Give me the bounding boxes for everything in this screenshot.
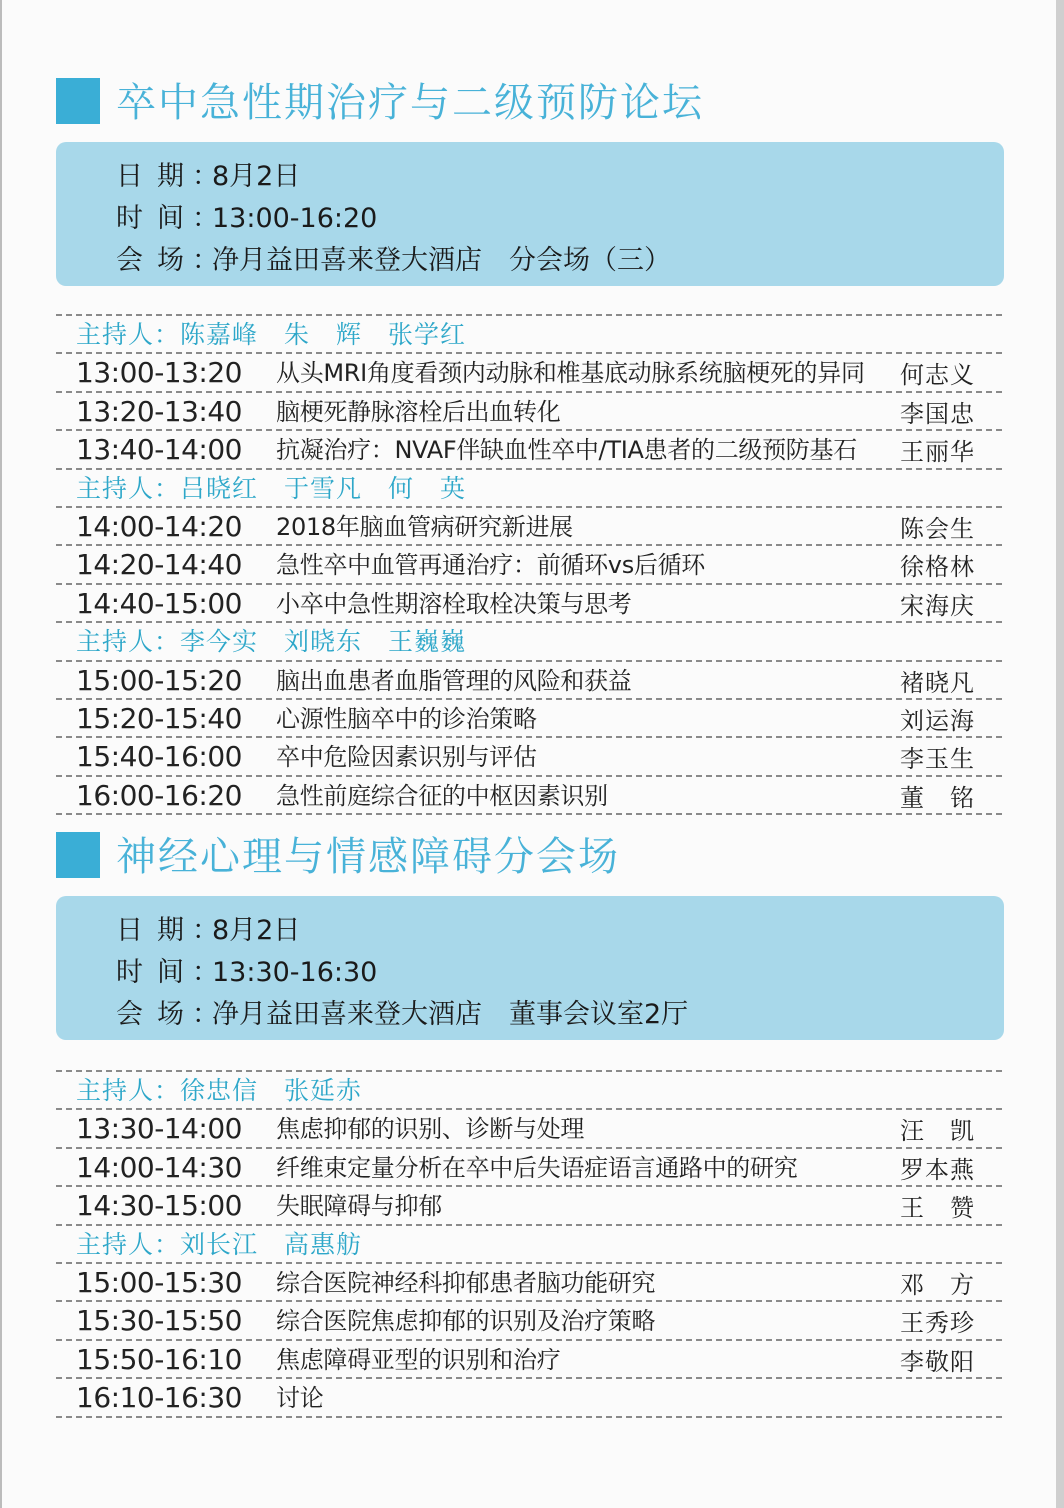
date-label: 日期 bbox=[116, 161, 198, 192]
talk-topic: 心源性脑卒中的诊治策略 bbox=[276, 704, 537, 733]
talk-speaker: 何志义 bbox=[900, 361, 975, 390]
talk-speaker: 王 赞 bbox=[900, 1194, 975, 1223]
table-row bbox=[56, 1302, 1002, 1340]
table-row bbox=[56, 1379, 1002, 1417]
host-row bbox=[56, 623, 1002, 661]
talk-topic: 卒中危险因素识别与评估 bbox=[276, 743, 537, 772]
info-box bbox=[56, 142, 1004, 286]
time-value: 13:30-16:30 bbox=[212, 957, 378, 988]
talk-topic: 综合医院神经科抑郁患者脑功能研究 bbox=[276, 1268, 656, 1297]
talk-time: 14:40-15:00 bbox=[76, 586, 242, 620]
host-row bbox=[56, 470, 1002, 508]
info-box bbox=[56, 896, 1004, 1040]
table-row bbox=[56, 1110, 1002, 1148]
talk-time: 16:10-16:30 bbox=[76, 1381, 242, 1415]
talk-speaker: 刘运海 bbox=[900, 706, 975, 735]
talk-time: 14:30-15:00 bbox=[76, 1189, 242, 1223]
talk-speaker: 徐格林 bbox=[900, 553, 975, 582]
section-header bbox=[0, 832, 1064, 892]
table-row bbox=[56, 585, 1002, 623]
venue-value: 净月益田喜来登大酒店 分会场（三） bbox=[212, 245, 671, 276]
talk-speaker: 邓 方 bbox=[900, 1270, 975, 1299]
host-names: 主持人：刘长江 高惠舫 bbox=[76, 1229, 363, 1259]
section-title: 卒中急性期治疗与二级预防论坛 bbox=[116, 80, 704, 126]
talk-speaker: 王丽华 bbox=[900, 438, 975, 467]
talk-topic: 急性卒中血管再通治疗：前循环vs后循环 bbox=[276, 551, 706, 580]
info-date: 日期：8月2日 bbox=[116, 156, 1004, 198]
info-venue: 会场：净月益田喜来登大酒店 董事会议室2厅 bbox=[116, 994, 1004, 1036]
talk-time: 15:00-15:20 bbox=[76, 663, 242, 697]
table-row bbox=[56, 508, 1002, 546]
section-marker-icon bbox=[56, 832, 100, 878]
section-marker-icon bbox=[56, 78, 100, 124]
time-label: 时间 bbox=[116, 957, 198, 988]
talk-time: 15:40-16:00 bbox=[76, 740, 242, 774]
talk-speaker: 李国忠 bbox=[900, 399, 975, 428]
table-row bbox=[56, 1187, 1002, 1225]
talk-time: 13:20-13:40 bbox=[76, 394, 242, 428]
talk-time: 16:00-16:20 bbox=[76, 778, 242, 812]
talk-time: 15:50-16:10 bbox=[76, 1342, 242, 1376]
talk-speaker: 董 铭 bbox=[900, 783, 975, 812]
host-row bbox=[56, 1226, 1002, 1264]
table-row bbox=[56, 354, 1002, 392]
host-row bbox=[56, 316, 1002, 354]
talk-time: 13:00-13:20 bbox=[76, 356, 242, 390]
table-row bbox=[56, 393, 1002, 431]
table-row bbox=[56, 546, 1002, 584]
table-row bbox=[56, 1341, 1002, 1379]
info-time: 时间：13:00-16:20 bbox=[116, 198, 1004, 240]
venue-label: 会场 bbox=[116, 999, 198, 1030]
talk-speaker: 陈会生 bbox=[900, 514, 975, 543]
table-row bbox=[56, 662, 1002, 700]
table-row bbox=[56, 1264, 1002, 1302]
talk-speaker: 褚晓凡 bbox=[900, 668, 975, 697]
talk-topic: 脑梗死静脉溶栓后出血转化 bbox=[276, 397, 561, 426]
talk-time: 14:20-14:40 bbox=[76, 548, 242, 582]
talk-topic: 综合医院焦虑抑郁的识别及治疗策略 bbox=[276, 1307, 656, 1336]
time-label: 时间 bbox=[116, 203, 198, 234]
schedule-table bbox=[56, 314, 1002, 815]
talk-speaker: 李玉生 bbox=[900, 745, 975, 774]
page-right-edge bbox=[1056, 0, 1064, 1508]
talk-speaker: 王秀珍 bbox=[900, 1309, 975, 1338]
info-venue: 会场：净月益田喜来登大酒店 分会场（三） bbox=[116, 240, 1004, 282]
talk-topic: 焦虑抑郁的识别、诊断与处理 bbox=[276, 1115, 585, 1144]
talk-time: 15:20-15:40 bbox=[76, 701, 242, 735]
talk-topic: 脑出血患者血脂管理的风险和获益 bbox=[276, 666, 632, 695]
talk-topic: 纤维束定量分析在卒中后失语症语言通路中的研究 bbox=[276, 1153, 798, 1182]
host-names: 主持人：吕晓红 于雪凡 何 英 bbox=[76, 473, 467, 503]
talk-topic: 从头MRI角度看颈内动脉和椎基底动脉系统脑梗死的异同 bbox=[276, 359, 865, 388]
talk-time: 13:40-14:00 bbox=[76, 433, 242, 467]
talk-topic: 抗凝治疗：NVAF伴缺血性卒中/TIA患者的二级预防基石 bbox=[276, 436, 857, 465]
table-row bbox=[56, 1149, 1002, 1187]
talk-topic: 急性前庭综合征的中枢因素识别 bbox=[276, 781, 608, 810]
table-row bbox=[56, 431, 1002, 469]
talk-topic: 2018年脑血管病研究新进展 bbox=[276, 512, 573, 541]
section-title: 神经心理与情感障碍分会场 bbox=[116, 834, 620, 880]
page-left-edge bbox=[0, 0, 2, 1508]
date-value: 8月2日 bbox=[212, 915, 301, 946]
time-value: 13:00-16:20 bbox=[212, 203, 378, 234]
table-row bbox=[56, 738, 1002, 776]
talk-time: 15:30-15:50 bbox=[76, 1304, 242, 1338]
talk-time: 13:30-14:00 bbox=[76, 1112, 242, 1146]
host-row bbox=[56, 1072, 1002, 1110]
venue-label: 会场 bbox=[116, 245, 198, 276]
talk-time: 14:00-14:20 bbox=[76, 509, 242, 543]
talk-time: 14:00-14:30 bbox=[76, 1150, 242, 1184]
talk-topic: 讨论 bbox=[276, 1384, 324, 1413]
host-names: 主持人：李今实 刘晓东 王巍巍 bbox=[76, 627, 467, 657]
talk-time: 15:00-15:30 bbox=[76, 1265, 242, 1299]
info-time: 时间：13:30-16:30 bbox=[116, 952, 1004, 994]
table-row bbox=[56, 700, 1002, 738]
talk-topic: 焦虑障碍亚型的识别和治疗 bbox=[276, 1345, 561, 1374]
info-date: 日期：8月2日 bbox=[116, 910, 1004, 952]
date-value: 8月2日 bbox=[212, 161, 301, 192]
talk-topic: 失眠障碍与抑郁 bbox=[276, 1192, 442, 1221]
table-row bbox=[56, 777, 1002, 815]
host-names: 主持人：陈嘉峰 朱 辉 张学红 bbox=[76, 320, 467, 349]
forum-section-stroke bbox=[0, 78, 1064, 812]
talk-speaker: 宋海庆 bbox=[900, 591, 975, 620]
talk-speaker: 汪 凯 bbox=[900, 1117, 975, 1146]
host-names: 主持人：徐忠信 张延赤 bbox=[76, 1076, 363, 1105]
schedule-table bbox=[56, 1070, 1002, 1418]
talk-speaker: 李敬阳 bbox=[900, 1347, 975, 1376]
talk-topic: 小卒中急性期溶栓取栓决策与思考 bbox=[276, 589, 632, 618]
neuropsych-section bbox=[0, 832, 1064, 1415]
date-label: 日期 bbox=[116, 915, 198, 946]
talk-speaker: 罗本燕 bbox=[900, 1155, 975, 1184]
section-header bbox=[0, 78, 1064, 138]
venue-value: 净月益田喜来登大酒店 董事会议室2厅 bbox=[212, 999, 689, 1030]
